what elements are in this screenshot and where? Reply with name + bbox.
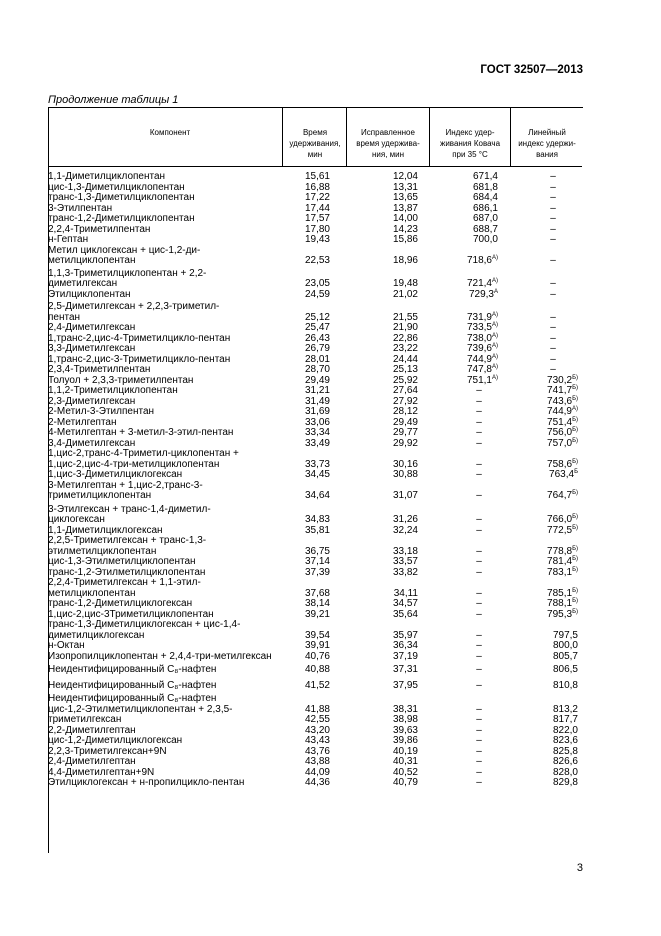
component-name: Неидентифицированный С₈-нафтен цис-1,2-Этилметилциклопентан + 2,3,5- bbox=[48, 693, 233, 715]
footnote-mark: А) bbox=[492, 364, 498, 370]
component-name: цис-1,2-Диметилциклогексан bbox=[48, 735, 183, 746]
corrected-time: 13,31 bbox=[392, 181, 418, 193]
kovats-index: – bbox=[476, 416, 482, 428]
retention-time: 24,59 bbox=[304, 288, 330, 300]
linear-index: – bbox=[550, 364, 556, 375]
linear-index: 825,8 bbox=[552, 745, 578, 757]
retention-time: 33,06 bbox=[304, 416, 330, 428]
linear-index: – bbox=[550, 181, 556, 193]
component-name: Этилциклопентан bbox=[48, 288, 131, 300]
kovats-index: – bbox=[476, 735, 482, 746]
document-number: ГОСТ 32507—2013 bbox=[480, 64, 583, 76]
kovats-index: – bbox=[476, 566, 482, 578]
linear-index: – bbox=[550, 223, 556, 235]
linear-index: 829,8 bbox=[552, 777, 578, 788]
linear-index: $751,4^{Б)}$ bbox=[547, 416, 578, 428]
component-name: цис-1,3-Диметилциклопентан bbox=[48, 181, 185, 193]
component-name: 1,1-Диметилциклопентан bbox=[48, 171, 166, 182]
retention-time: 43,20 bbox=[304, 724, 330, 736]
linear-index: $778,8^{Б)}$ bbox=[547, 545, 578, 557]
linear-index: $758,6^{Б)}$ bbox=[547, 458, 578, 470]
linear-index: $756,0^{Б)}$ bbox=[547, 427, 578, 438]
corrected-time: 28,12 bbox=[392, 406, 418, 417]
footnote-mark: Б bbox=[574, 469, 578, 475]
corrected-time: 29,49 bbox=[392, 416, 418, 428]
component-name: 2,3-Диметилгексан bbox=[48, 395, 136, 407]
component-name: 2,4-Диметилгептан bbox=[48, 756, 136, 767]
linear-index: 800,0 bbox=[552, 640, 578, 651]
linear-index: $757,0^{Б)}$ bbox=[547, 437, 578, 449]
retention-time: 40,88 bbox=[304, 664, 330, 675]
retention-time: 15,61 bbox=[304, 171, 330, 182]
component-name: 2-Метил-3-Этилпентан bbox=[48, 406, 155, 417]
kovats-index: $718,6^{А)}$ bbox=[466, 255, 498, 266]
kovats-index: 681,8 bbox=[472, 181, 498, 193]
corrected-time: 40,52 bbox=[392, 766, 418, 778]
kovats-index: – bbox=[476, 679, 482, 691]
linear-index: 817,7 bbox=[552, 714, 578, 725]
kovats-index: – bbox=[476, 724, 482, 736]
retention-time: 40,76 bbox=[304, 650, 330, 662]
footnote-mark: Б) bbox=[572, 608, 578, 615]
retention-time: 43,76 bbox=[304, 745, 330, 757]
corrected-time: 40,19 bbox=[392, 745, 418, 757]
linear-index: 826,6 bbox=[552, 756, 578, 767]
footnote-mark: А) bbox=[492, 343, 498, 349]
linear-index: 813,2 bbox=[552, 703, 578, 715]
retention-time: 44,09 bbox=[304, 766, 330, 778]
component-name: 2,3,4-Триметилпентан bbox=[48, 364, 151, 375]
corrected-time: 34,57 bbox=[392, 598, 418, 609]
kovats-index: 671,4 bbox=[472, 171, 498, 182]
footnote-mark: Б) bbox=[572, 524, 578, 531]
footnote-mark: Б) bbox=[572, 385, 578, 391]
kovats-index: 687,0 bbox=[472, 213, 498, 224]
corrected-time: 25,13 bbox=[392, 364, 418, 375]
component-name: н-Гептан bbox=[48, 234, 89, 245]
header-divider bbox=[48, 166, 582, 167]
retention-time: 23,05 bbox=[304, 278, 330, 289]
header-corrected-time: Исправленное время удержива- ния, мин bbox=[356, 128, 420, 159]
corrected-time: 29,77 bbox=[392, 427, 418, 438]
linear-index: $741,7^{Б)}$ bbox=[547, 385, 578, 396]
retention-time: 37,68 bbox=[304, 587, 330, 599]
corrected-time: 12,04 bbox=[392, 171, 418, 182]
kovats-index: 700,0 bbox=[472, 234, 498, 245]
retention-time: 34,64 bbox=[304, 490, 330, 501]
component-name: 2,2,4-Триметилгексан + 1,1-этил- метилциклопентан bbox=[48, 577, 201, 599]
footnote-mark: Б) bbox=[572, 437, 578, 444]
linear-index: $743,6^{Б)}$ bbox=[547, 395, 578, 407]
footnote-mark: А bbox=[493, 288, 498, 295]
kovats-index: – bbox=[476, 437, 482, 449]
component-name: Метил циклогексан + цис-1,2-ди- метилциклопентан bbox=[48, 244, 201, 266]
retention-time: 22,53 bbox=[304, 255, 330, 266]
component-name: Этилциклогексан + н-пропилцикло-пентан bbox=[48, 777, 245, 788]
kovats-index: – bbox=[476, 640, 482, 651]
component-name: 1,цис-2,цис-3Триметилциклопентан bbox=[48, 608, 214, 620]
linear-index: $795,3^{Б)}$ bbox=[547, 608, 578, 620]
table-row bbox=[48, 290, 582, 301]
retention-time: 17,22 bbox=[304, 192, 330, 203]
component-name: 1,1,3-Триметилциклопентан + 2,2- диметилгексан bbox=[48, 267, 207, 289]
footnote-mark: А) bbox=[492, 322, 498, 328]
corrected-time: 39,63 bbox=[392, 724, 418, 736]
component-name: 1,транс-2,цис-3-Триметилцикло-пентан bbox=[48, 353, 231, 365]
footnote-mark: А) bbox=[492, 332, 498, 339]
retention-time: 34,83 bbox=[304, 514, 330, 525]
corrected-time: 21,02 bbox=[392, 288, 418, 300]
linear-index: – bbox=[550, 353, 556, 365]
footnote-mark: Б) bbox=[572, 556, 578, 562]
kovats-index: – bbox=[476, 650, 482, 662]
kovats-index: – bbox=[476, 629, 482, 641]
corrected-time: 18,96 bbox=[392, 255, 418, 266]
component-name: 3-Этилгексан + транс-1,4-диметил- циклогексан bbox=[48, 503, 211, 525]
component-name: транс-1,2-Диметилциклогексан bbox=[48, 598, 193, 609]
corrected-time: 32,24 bbox=[392, 524, 418, 536]
retention-time: 43,43 bbox=[304, 735, 330, 746]
kovats-index: – bbox=[476, 406, 482, 417]
retention-time: 39,21 bbox=[304, 608, 330, 620]
linear-index: 823,6 bbox=[552, 735, 578, 746]
corrected-time: 29,92 bbox=[392, 437, 418, 449]
component-name: 1,1-Диметилциклогексан bbox=[48, 524, 163, 536]
linear-index: 806,5 bbox=[552, 664, 578, 675]
linear-index: $785,1^{Б)}$ bbox=[547, 587, 578, 599]
component-name: 1,цис-2,транс-4-Триметил-циклопентан + 1,цис-2,цис-4-три-метилциклопентан bbox=[48, 448, 239, 470]
linear-index: 822,0 bbox=[552, 724, 578, 736]
kovats-index: – bbox=[476, 427, 482, 438]
retention-time: 26,79 bbox=[304, 343, 330, 354]
linear-index: – bbox=[550, 202, 556, 214]
linear-index: – bbox=[550, 192, 556, 203]
corrected-time: 22,86 bbox=[392, 332, 418, 344]
kovats-index: – bbox=[476, 777, 482, 788]
corrected-time: 31,26 bbox=[392, 514, 418, 525]
retention-time: 35,81 bbox=[304, 524, 330, 536]
table-row bbox=[48, 470, 582, 481]
kovats-index: – bbox=[476, 524, 482, 536]
header-retention-time: Время удерживания, мин bbox=[289, 128, 341, 159]
component-name: 3,4-Диметилгексан bbox=[48, 437, 136, 449]
linear-index: $783,1^{Б)}$ bbox=[547, 566, 578, 578]
component-name: транс-1,2-Диметилциклопентан bbox=[48, 213, 195, 224]
table-row bbox=[48, 681, 582, 692]
linear-index: – bbox=[550, 288, 556, 300]
corrected-time: 34,11 bbox=[393, 587, 418, 599]
linear-index: 810,8 bbox=[552, 679, 578, 691]
table-row bbox=[48, 652, 582, 663]
table-body bbox=[48, 172, 582, 789]
linear-index: 805,7 bbox=[552, 650, 578, 662]
component-name: цис-1,3-Этилметилциклопентан bbox=[48, 556, 196, 567]
kovats-index: – bbox=[476, 756, 482, 767]
corrected-time: 30,16 bbox=[392, 458, 418, 470]
corrected-time: 33,57 bbox=[392, 556, 418, 567]
linear-index: – bbox=[550, 213, 556, 224]
component-name: транс-1,3-Диметилциклопентан bbox=[48, 192, 195, 203]
kovats-index: – bbox=[476, 514, 482, 525]
kovats-index: – bbox=[476, 469, 482, 480]
kovats-index: – bbox=[476, 556, 482, 567]
component-name: 1,транс-2,цис-4-Триметилцикло-пентан bbox=[48, 332, 231, 344]
retention-time: 25,47 bbox=[304, 322, 330, 333]
footnote-mark: Б) bbox=[572, 427, 578, 433]
linear-index: $781,4^{Б)}$ bbox=[547, 556, 578, 567]
table-row bbox=[48, 620, 582, 641]
component-name: 2,2-Диметилгептан bbox=[48, 724, 136, 736]
kovats-index: 688,7 bbox=[472, 223, 498, 235]
retention-time: 29,49 bbox=[304, 374, 330, 386]
corrected-time: 40,79 bbox=[392, 777, 418, 788]
corrected-time: 37,31 bbox=[392, 664, 418, 675]
linear-index: $744,9^{А)}$ bbox=[546, 406, 578, 417]
kovats-index: – bbox=[476, 385, 482, 396]
corrected-time: 31,07 bbox=[392, 490, 418, 501]
component-name: 2,2,4-Триметилпентан bbox=[48, 223, 151, 235]
kovats-index: – bbox=[476, 598, 482, 609]
kovats-index: – bbox=[476, 490, 482, 501]
table-caption: Продолжение таблицы 1 bbox=[48, 94, 179, 106]
component-name: 4-Метилгептан + 3-метил-3-этил-пентан bbox=[48, 427, 234, 438]
retention-time: 31,69 bbox=[304, 406, 330, 417]
linear-index: – bbox=[550, 278, 556, 289]
component-name: триметилгексан bbox=[48, 714, 122, 725]
footnote-mark: Б) bbox=[572, 598, 578, 604]
table-row bbox=[48, 665, 582, 676]
component-name: 2,5-Диметилгексан + 2,2,3-триметил- пентан bbox=[48, 301, 220, 323]
component-name: транс-1,3-Диметилциклогексан + цис-1,4- диметилциклогексан bbox=[48, 619, 241, 641]
component-name: 3-Метилгептан + 1,цис-2,транс-3- триметилциклопентан bbox=[48, 479, 203, 501]
table-row bbox=[48, 246, 582, 267]
kovats-index: – bbox=[476, 664, 482, 675]
component-name: н-Октан bbox=[48, 640, 85, 651]
corrected-time: 14,00 bbox=[392, 213, 418, 224]
linear-index: $764,7^{Б)}$ bbox=[547, 490, 578, 501]
component-name: Неидентифицированный С₈-нафтен bbox=[48, 679, 217, 691]
corrected-time: 23,22 bbox=[392, 343, 418, 354]
retention-time: 17,80 bbox=[304, 223, 330, 235]
table-row bbox=[48, 778, 582, 789]
component-name: 3-Этилпентан bbox=[48, 202, 113, 214]
kovats-index: – bbox=[476, 745, 482, 757]
retention-time: 31,21 bbox=[304, 385, 330, 396]
kovats-index: – bbox=[476, 587, 482, 599]
table-row bbox=[48, 481, 582, 502]
component-name: 2,2,5-Триметилгексан + транс-1,3- этилметилциклопентан bbox=[48, 535, 207, 557]
corrected-time: 37,95 bbox=[392, 679, 418, 691]
table-row bbox=[48, 578, 582, 599]
corrected-time: 14,23 bbox=[392, 223, 418, 235]
kovats-index: – bbox=[476, 608, 482, 620]
retention-time: 39,91 bbox=[304, 640, 330, 651]
column-divider bbox=[282, 107, 283, 167]
corrected-time: 21,90 bbox=[392, 322, 418, 333]
retention-time: 28,01 bbox=[304, 353, 330, 365]
corrected-time: 21,55 bbox=[392, 311, 418, 323]
component-name: 1,1,2-Триметилциклопентан bbox=[48, 385, 178, 396]
footnote-mark: Б) bbox=[572, 395, 578, 402]
linear-index: $766,0^{Б)}$ bbox=[547, 514, 578, 525]
footnote-mark: Б) bbox=[572, 374, 578, 381]
corrected-time: 33,82 bbox=[392, 566, 418, 578]
kovats-index: $721,4^{А)}$ bbox=[466, 278, 498, 289]
retention-time: 38,14 bbox=[304, 598, 330, 609]
footnote-mark: А) bbox=[492, 353, 498, 360]
linear-index: 828,0 bbox=[552, 766, 578, 778]
linear-index: 797,5 bbox=[552, 629, 578, 641]
kovats-index: $731,9^{А)}$ bbox=[466, 311, 498, 323]
corrected-time: 39,86 bbox=[392, 735, 418, 746]
linear-index: $788,1^{Б)}$ bbox=[547, 598, 578, 609]
component-name: Толуол + 2,3,3-триметилпентан bbox=[48, 374, 194, 386]
table-row bbox=[48, 235, 582, 246]
retention-time: 37,14 bbox=[304, 556, 330, 567]
table-row bbox=[48, 449, 582, 470]
linear-index: $763,4^Б$ bbox=[549, 469, 578, 480]
kovats-index: 684,4 bbox=[472, 192, 498, 203]
table-row bbox=[48, 269, 582, 290]
corrected-time: 37,19 bbox=[392, 650, 418, 662]
retention-time: 16,88 bbox=[304, 181, 330, 193]
corrected-time: 36,34 bbox=[392, 640, 418, 651]
corrected-time: 30,88 bbox=[392, 469, 418, 480]
footnote-mark: Б) bbox=[572, 566, 578, 573]
kovats-index: 686,1 bbox=[472, 202, 498, 214]
corrected-time: 13,87 bbox=[392, 202, 418, 214]
retention-time: 33,73 bbox=[304, 458, 330, 470]
retention-time: 33,34 bbox=[304, 427, 330, 438]
kovats-index: $729,3^А$ bbox=[468, 288, 498, 300]
footnote-mark: А) bbox=[492, 255, 498, 261]
kovats-index: $747,8^{А)}$ bbox=[466, 364, 498, 375]
linear-index: – bbox=[550, 311, 556, 323]
footnote-mark: Б) bbox=[572, 416, 578, 423]
component-name: Неидентифицированный С₈-нафтен bbox=[48, 664, 217, 675]
corrected-time: 27,64 bbox=[392, 385, 418, 396]
corrected-time: 19,48 bbox=[392, 278, 418, 289]
corrected-time: 40,31 bbox=[392, 756, 418, 767]
kovats-index: $744,9^{А)}$ bbox=[466, 353, 498, 365]
corrected-time: 15,86 bbox=[392, 234, 418, 245]
kovats-index: – bbox=[476, 714, 482, 725]
retention-time: 41,52 bbox=[304, 679, 330, 691]
footnote-mark: Б) bbox=[572, 514, 578, 520]
table-row bbox=[48, 536, 582, 557]
retention-time: 43,88 bbox=[304, 756, 330, 767]
component-name: 2,4-Диметилгексан bbox=[48, 322, 136, 333]
table-row bbox=[48, 302, 582, 323]
retention-time: 25,12 bbox=[304, 311, 330, 323]
retention-time: 36,75 bbox=[304, 545, 330, 557]
retention-time: 26,43 bbox=[304, 332, 330, 344]
footnote-mark: А) bbox=[492, 311, 498, 318]
retention-time: 39,54 bbox=[304, 629, 330, 641]
component-name: 2-Метилгептан bbox=[48, 416, 117, 428]
linear-index: $730,2^{Б)}$ bbox=[547, 374, 578, 386]
corrected-time: 35,97 bbox=[392, 629, 418, 641]
header-component: Компонент bbox=[149, 128, 191, 137]
corrected-time: 38,31 bbox=[392, 703, 418, 715]
kovats-index: $733,5^{А)}$ bbox=[466, 322, 498, 333]
component-name: Изопропилциклопентан + 2,4,4-три-метилгексан bbox=[48, 650, 272, 662]
retention-time: 44,36 bbox=[304, 777, 330, 788]
linear-index: – bbox=[550, 322, 556, 333]
header-linear-index: Линейный индекс удержи- вания bbox=[518, 128, 576, 159]
kovats-index: $738,0^{А)}$ bbox=[466, 332, 498, 344]
linear-index: – bbox=[550, 332, 556, 344]
component-name: 3,3-Диметилгексан bbox=[48, 343, 136, 354]
corrected-time: 35,64 bbox=[392, 608, 418, 620]
corrected-time: 38,98 bbox=[392, 714, 418, 725]
kovats-index: $751,1^{А)}$ bbox=[466, 374, 498, 386]
component-name: 1,цис-3-Диметилциклогексан bbox=[48, 469, 183, 480]
corrected-time: 33,18 bbox=[392, 545, 418, 557]
kovats-index: – bbox=[476, 545, 482, 557]
retention-time: 17,57 bbox=[304, 213, 330, 224]
corrected-time: 27,92 bbox=[392, 395, 418, 407]
component-name: 2,2,3-Триметилгексан+9N bbox=[48, 745, 167, 757]
linear-index: – bbox=[550, 234, 556, 245]
retention-time: 28,70 bbox=[304, 364, 330, 375]
kovats-index: – bbox=[476, 395, 482, 407]
linear-index: – bbox=[550, 171, 556, 182]
component-name: 4,4-Диметилгептан+9N bbox=[48, 766, 155, 778]
footnote-mark: А) bbox=[492, 374, 498, 381]
header-kovats-index: Индекс удер- живания Ковача при 35 °С bbox=[439, 128, 501, 159]
retention-time: 31,49 bbox=[304, 395, 330, 407]
kovats-index: – bbox=[476, 703, 482, 715]
footnote-mark: Б) bbox=[572, 545, 578, 552]
retention-time: 17,44 bbox=[304, 202, 330, 214]
footnote-mark: А) bbox=[492, 278, 498, 284]
retention-time: 42,55 bbox=[304, 714, 330, 725]
footnote-mark: Б) bbox=[572, 587, 578, 594]
retention-time: 34,45 bbox=[304, 469, 330, 480]
corrected-time: 25,92 bbox=[392, 374, 418, 386]
retention-time: 41,88 bbox=[304, 703, 330, 715]
footnote-mark: Б) bbox=[572, 490, 578, 496]
retention-time: 19,43 bbox=[304, 234, 330, 245]
footnote-mark: Б) bbox=[572, 458, 578, 465]
kovats-index: $739,6^{А)}$ bbox=[466, 343, 498, 354]
page-number: 3 bbox=[576, 862, 583, 874]
table-row bbox=[48, 694, 582, 715]
linear-index: – bbox=[550, 343, 556, 354]
corrected-time: 13,65 bbox=[392, 192, 418, 203]
kovats-index: – bbox=[476, 458, 482, 470]
retention-time: 33,49 bbox=[304, 437, 330, 449]
component-name: транс-1,2-Этилметилциклопентан bbox=[48, 566, 206, 578]
corrected-time: 24,44 bbox=[392, 353, 418, 365]
kovats-index: – bbox=[476, 766, 482, 778]
linear-index: – bbox=[550, 255, 556, 266]
linear-index: $772,5^{Б)}$ bbox=[547, 524, 578, 536]
retention-time: 37,39 bbox=[304, 566, 330, 578]
footnote-mark: А) bbox=[572, 406, 578, 412]
table-row bbox=[48, 505, 582, 526]
